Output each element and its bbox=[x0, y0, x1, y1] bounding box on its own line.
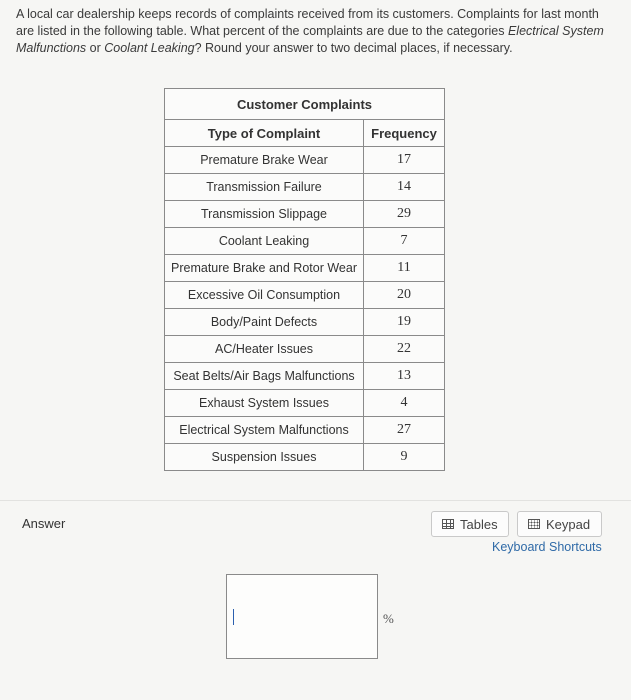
complaint-type: Body/Paint Defects bbox=[165, 309, 364, 336]
complaint-frequency: 22 bbox=[364, 336, 445, 363]
header-type: Type of Complaint bbox=[165, 120, 364, 147]
complaint-frequency: 4 bbox=[364, 390, 445, 417]
answer-label: Answer bbox=[22, 516, 66, 531]
complaint-type: Premature Brake and Rotor Wear bbox=[165, 255, 364, 282]
complaint-frequency: 7 bbox=[364, 228, 445, 255]
table-row bbox=[165, 228, 445, 255]
table-icon bbox=[442, 519, 454, 529]
complaint-frequency: 29 bbox=[364, 201, 445, 228]
question-or: or bbox=[86, 41, 105, 55]
complaint-type: Coolant Leaking bbox=[165, 228, 364, 255]
question-part1: A local car dealership keeps records of complaints received from its customers. Complaints for last month are listed in the following table. What percent of the complaints are due to the categories bbox=[16, 7, 599, 38]
table-row bbox=[165, 255, 445, 282]
table-row bbox=[165, 444, 445, 471]
complaint-type: Transmission Failure bbox=[165, 174, 364, 201]
complaint-frequency: 11 bbox=[364, 255, 445, 282]
complaint-frequency: 20 bbox=[364, 282, 445, 309]
keypad-button-label: Keypad bbox=[546, 516, 591, 532]
complaint-frequency: 9 bbox=[364, 444, 445, 471]
table-row bbox=[165, 282, 445, 309]
question-part2: ? Round your answer to two decimal places, if necessary. bbox=[194, 41, 513, 55]
complaint-frequency: 14 bbox=[364, 174, 445, 201]
table-caption: Customer Complaints bbox=[165, 89, 445, 120]
percent-unit: % bbox=[383, 611, 394, 626]
text-cursor bbox=[233, 609, 234, 625]
complaint-type: Transmission Slippage bbox=[165, 201, 364, 228]
tables-button-label: Tables bbox=[460, 516, 498, 532]
complaint-type: Electrical System Malfunctions bbox=[165, 417, 364, 444]
complaint-frequency: 27 bbox=[364, 417, 445, 444]
category-coolant: Coolant Leaking bbox=[104, 41, 195, 55]
complaint-frequency: 19 bbox=[364, 309, 445, 336]
category-electrical: Electrical System Malfunctions bbox=[16, 24, 604, 55]
complaint-type: Premature Brake Wear bbox=[165, 147, 364, 174]
complaint-type: AC/Heater Issues bbox=[165, 336, 364, 363]
complaints-table bbox=[164, 88, 445, 471]
complaint-frequency: 13 bbox=[364, 363, 445, 390]
table-row bbox=[165, 201, 445, 228]
table-row bbox=[165, 309, 445, 336]
complaint-type: Seat Belts/Air Bags Malfunctions bbox=[165, 363, 364, 390]
table-row bbox=[165, 147, 445, 174]
complaint-type: Exhaust System Issues bbox=[165, 390, 364, 417]
keyboard-shortcuts-link[interactable]: Keyboard Shortcuts bbox=[492, 540, 602, 554]
answer-input[interactable] bbox=[226, 574, 378, 659]
complaint-frequency: 17 bbox=[364, 147, 445, 174]
header-frequency: Frequency bbox=[364, 120, 445, 147]
table-row bbox=[165, 336, 445, 363]
keypad-button[interactable] bbox=[517, 511, 602, 537]
tables-button[interactable] bbox=[431, 511, 509, 537]
keypad-icon bbox=[528, 519, 540, 529]
table-row bbox=[165, 174, 445, 201]
section-divider bbox=[0, 500, 631, 501]
complaint-type: Excessive Oil Consumption bbox=[165, 282, 364, 309]
table-row bbox=[165, 390, 445, 417]
question-text bbox=[16, 6, 616, 57]
complaint-type: Suspension Issues bbox=[165, 444, 364, 471]
table-row bbox=[165, 417, 445, 444]
table-row bbox=[165, 363, 445, 390]
complaints-table-container bbox=[164, 88, 445, 471]
